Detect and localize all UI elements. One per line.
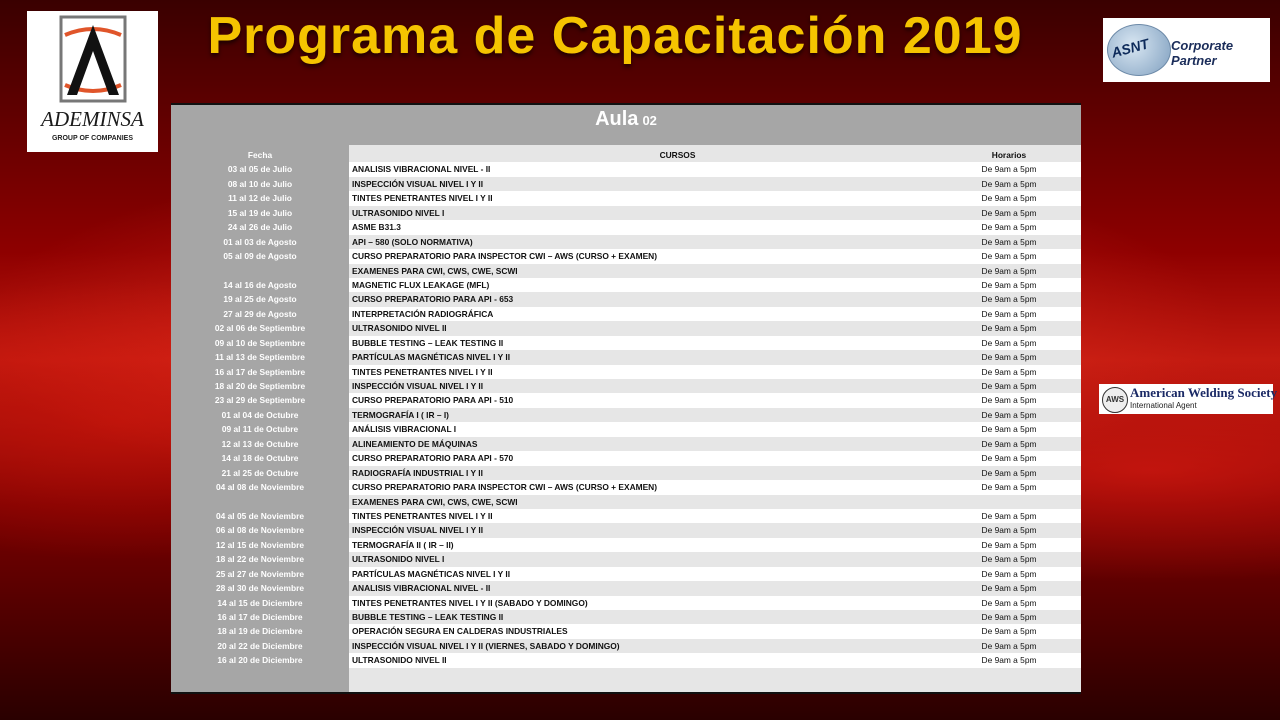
row-fecha: 05 al 09 de Agosto [223, 251, 297, 262]
row-curso: CURSO PREPARATORIO PARA API - 570 [349, 451, 1081, 465]
row-curso: TINTES PENETRANTES NIVEL I Y II [349, 191, 1081, 205]
ademinsa-subtitle: GROUP OF COMPANIES [51, 135, 134, 142]
row-fecha: 15 al 19 de Julio [227, 207, 293, 218]
table-row [171, 552, 1081, 566]
row-horario: De 9am a 5pm [981, 193, 1037, 204]
row-curso: CURSO PREPARATORIO PARA INSPECTOR CWI – AWS (CURSO + EXAMEN) [349, 480, 1081, 494]
asnt-partner-text [1171, 38, 1233, 68]
table-row [171, 509, 1081, 523]
row-horario: De 9am a 5pm [981, 655, 1037, 666]
table-row [171, 422, 1081, 436]
row-curso: INTERPRETACIÓN RADIOGRÁFICA [349, 307, 1081, 321]
row-horario: De 9am a 5pm [981, 222, 1037, 233]
row-curso: ANÁLISIS VIBRACIONAL I [349, 422, 1081, 436]
aws-seal-icon: AWS [1102, 387, 1128, 413]
row-horario: De 9am a 5pm [981, 207, 1037, 218]
row-fecha: 14 al 18 de Octubre [221, 453, 299, 464]
table-row [171, 235, 1081, 249]
aula-number: 02 [642, 113, 657, 128]
row-curso: TINTES PENETRANTES NIVEL I Y II (SABADO Y DOMINGO) [349, 596, 1081, 610]
row-fecha: 12 al 15 de Noviembre [216, 539, 304, 550]
row-fecha: 23 al 29 de Septiembre [214, 395, 306, 406]
table-row [171, 307, 1081, 321]
row-horario: De 9am a 5pm [981, 482, 1037, 493]
table-row [171, 278, 1081, 292]
row-horario: De 9am a 5pm [981, 279, 1037, 290]
table-header-row [171, 148, 1081, 162]
row-horario: De 9am a 5pm [981, 265, 1037, 276]
row-curso: TINTES PENETRANTES NIVEL I Y II [349, 509, 1081, 523]
table-row [171, 480, 1081, 494]
row-horario: De 9am a 5pm [981, 467, 1037, 478]
row-fecha: 16 al 17 de Septiembre [214, 366, 306, 377]
row-curso: API – 580 (SOLO NORMATIVA) [349, 235, 1081, 249]
row-fecha: 12 al 13 de Octubre [221, 438, 299, 449]
row-fecha: 16 al 20 de Diciembre [217, 655, 303, 666]
row-horario: De 9am a 5pm [981, 381, 1037, 391]
row-curso: EXAMENES PARA CWI, CWS, CWE, SCWI [349, 264, 1081, 278]
row-fecha: 24 al 26 de Julio [227, 222, 293, 233]
row-curso: PARTÍCULAS MAGNÉTICAS NIVEL I Y II [349, 350, 1081, 364]
header-horarios: Horarios [991, 150, 1027, 160]
row-curso: CURSO PREPARATORIO PARA API - 653 [349, 292, 1081, 306]
row-horario: De 9am a 5pm [981, 251, 1037, 262]
row-horario: De 9am a 5pm [981, 337, 1037, 348]
header-fecha: Fecha [247, 150, 273, 160]
row-horario: De 9am a 5pm [981, 612, 1037, 622]
row-curso: EXAMENES PARA CWI, CWS, CWE, SCWI [349, 495, 1081, 509]
row-curso: ASME B31.3 [349, 220, 1081, 234]
row-curso: MAGNETIC FLUX LEAKAGE (MFL) [349, 278, 1081, 292]
row-curso: ULTRASONIDO NIVEL II [349, 321, 1081, 335]
asnt-text-2: Partner [1171, 53, 1217, 68]
table-row [171, 264, 1081, 278]
row-fecha: 16 al 17 de Diciembre [217, 612, 303, 622]
row-curso: CURSO PREPARATORIO PARA INSPECTOR CWI – AWS (CURSO + EXAMEN) [349, 249, 1081, 263]
row-fecha: 25 al 27 de Noviembre [216, 568, 304, 579]
row-curso: INSPECCIÓN VISUAL NIVEL I Y II [349, 379, 1081, 393]
row-horario: De 9am a 5pm [981, 409, 1037, 420]
table-row [171, 379, 1081, 393]
row-fecha: 18 al 20 de Septiembre [214, 381, 306, 391]
asnt-logo [1103, 18, 1270, 82]
row-horario: De 9am a 5pm [981, 352, 1037, 363]
row-fecha: 18 al 22 de Noviembre [216, 554, 304, 565]
table-row [171, 653, 1081, 667]
row-horario: De 9am a 5pm [981, 308, 1037, 319]
table-row [171, 191, 1081, 205]
row-curso: ANALISIS VIBRACIONAL NIVEL - II [349, 162, 1081, 176]
table-row [171, 177, 1081, 191]
table-row [171, 466, 1081, 480]
asnt-badge-text: ASNT [1109, 35, 1151, 61]
row-curso: PARTÍCULAS MAGNÉTICAS NIVEL I Y II [349, 567, 1081, 581]
aws-logo [1099, 384, 1278, 414]
row-curso: ALINEAMIENTO DE MÁQUINAS [349, 437, 1081, 451]
row-fecha: 06 al 08 de Noviembre [216, 525, 304, 536]
table-row [171, 393, 1081, 407]
row-fecha: 09 al 11 de Octubre [221, 424, 299, 435]
row-horario: De 9am a 5pm [981, 640, 1037, 651]
table-row [171, 249, 1081, 263]
row-horario: De 9am a 5pm [981, 554, 1037, 565]
ademinsa-emblem-icon [55, 15, 131, 105]
table-row [171, 495, 1081, 509]
schedule-table [171, 148, 1081, 668]
aws-subtitle: International Agent [1130, 401, 1197, 410]
row-curso: CURSO PREPARATORIO PARA API - 510 [349, 393, 1081, 407]
row-horario: De 9am a 5pm [981, 453, 1037, 464]
row-horario: De 9am a 5pm [981, 438, 1037, 449]
schedule-panel [171, 103, 1081, 694]
row-curso: TERMOGRAFÍA II ( IR – II) [349, 538, 1081, 552]
row-fecha: 03 al 05 de Julio [227, 164, 293, 175]
table-row [171, 292, 1081, 306]
table-body [171, 162, 1081, 667]
row-fecha: 27 al 29 de Agosto [223, 308, 297, 319]
table-row [171, 639, 1081, 653]
row-horario: De 9am a 5pm [981, 539, 1037, 550]
row-curso: ULTRASONIDO NIVEL I [349, 552, 1081, 566]
row-horario: De 9am a 5pm [981, 525, 1037, 536]
table-row [171, 162, 1081, 176]
row-fecha: 11 al 13 de Septiembre [215, 352, 305, 363]
row-fecha: 18 al 19 de Diciembre [217, 626, 303, 637]
row-fecha: 09 al 10 de Septiembre [214, 337, 306, 348]
row-fecha: 11 al 12 de Julio [228, 193, 292, 204]
table-row [171, 596, 1081, 610]
row-horario: De 9am a 5pm [981, 597, 1037, 608]
row-curso: INSPECCIÓN VISUAL NIVEL I Y II [349, 177, 1081, 191]
row-fecha: 14 al 15 de Diciembre [217, 597, 303, 608]
table-row [171, 581, 1081, 595]
ademinsa-name: ADEMINSA [41, 107, 144, 131]
ademinsa-logo [27, 11, 158, 152]
table-row [171, 408, 1081, 422]
row-curso: OPERACIÓN SEGURA EN CALDERAS INDUSTRIALES [349, 624, 1081, 638]
table-row [171, 567, 1081, 581]
row-horario: De 9am a 5pm [981, 583, 1037, 594]
row-horario: De 9am a 5pm [981, 424, 1037, 435]
page-title: Programa de Capacitación 2019 [207, 7, 1023, 65]
row-fecha: 19 al 25 de Agosto [223, 294, 297, 305]
row-curso: INSPECCIÓN VISUAL NIVEL I Y II (VIERNES, SABADO Y DOMINGO) [349, 639, 1081, 653]
row-fecha: 02 al 06 de Septiembre [214, 323, 306, 334]
row-fecha: 28 al 30 de Noviembre [216, 583, 304, 594]
row-horario: De 9am a 5pm [981, 366, 1037, 377]
row-fecha: 01 al 04 de Octubre [221, 409, 299, 420]
row-horario: De 9am a 5pm [981, 323, 1037, 334]
row-fecha: 08 al 10 de Julio [227, 178, 293, 189]
row-horario: De 9am a 5pm [981, 510, 1037, 521]
table-row [171, 220, 1081, 234]
row-curso: TERMOGRAFÍA I ( IR – I) [349, 408, 1081, 422]
row-horario: De 9am a 5pm [981, 236, 1037, 247]
table-row [171, 365, 1081, 379]
row-fecha: 14 al 16 de Agosto [223, 279, 297, 290]
row-horario: De 9am a 5pm [981, 568, 1037, 579]
table-row [171, 624, 1081, 638]
table-row [171, 538, 1081, 552]
row-fecha: 01 al 03 de Agosto [223, 236, 297, 247]
row-curso: BUBBLE TESTING – LEAK TESTING II [349, 610, 1081, 624]
aula-header [171, 105, 1081, 145]
aws-name: American Welding Society [1130, 385, 1278, 400]
row-horario: De 9am a 5pm [981, 626, 1037, 637]
row-curso: BUBBLE TESTING – LEAK TESTING II [349, 336, 1081, 350]
row-fecha: 20 al 22 de Diciembre [217, 640, 303, 651]
row-curso: ULTRASONIDO NIVEL I [349, 206, 1081, 220]
row-fecha: 04 al 08 de Noviembre [216, 482, 304, 493]
row-curso: TINTES PENETRANTES NIVEL I Y II [349, 365, 1081, 379]
row-curso: RADIOGRAFÍA INDUSTRIAL I Y II [349, 466, 1081, 480]
table-row [171, 610, 1081, 624]
table-row [171, 350, 1081, 364]
asnt-text-1: Corporate [1171, 38, 1234, 53]
aula-label: Aula [595, 108, 639, 130]
row-curso: ANALISIS VIBRACIONAL NIVEL - II [349, 581, 1081, 595]
table-row [171, 206, 1081, 220]
table-row [171, 451, 1081, 465]
row-curso: INSPECCIÓN VISUAL NIVEL I Y II [349, 523, 1081, 537]
header-cursos: CURSOS [659, 150, 696, 160]
row-horario: De 9am a 5pm [981, 294, 1037, 305]
table-row [171, 336, 1081, 350]
table-row [171, 523, 1081, 537]
row-horario: De 9am a 5pm [981, 178, 1037, 189]
row-fecha: 04 al 05 de Noviembre [216, 510, 304, 521]
row-curso: ULTRASONIDO NIVEL II [349, 653, 1081, 667]
row-fecha: 21 al 25 de Octubre [221, 467, 299, 478]
row-horario: De 9am a 5pm [981, 395, 1037, 406]
row-horario: De 9am a 5pm [981, 164, 1037, 175]
table-row [171, 437, 1081, 451]
table-row [171, 321, 1081, 335]
